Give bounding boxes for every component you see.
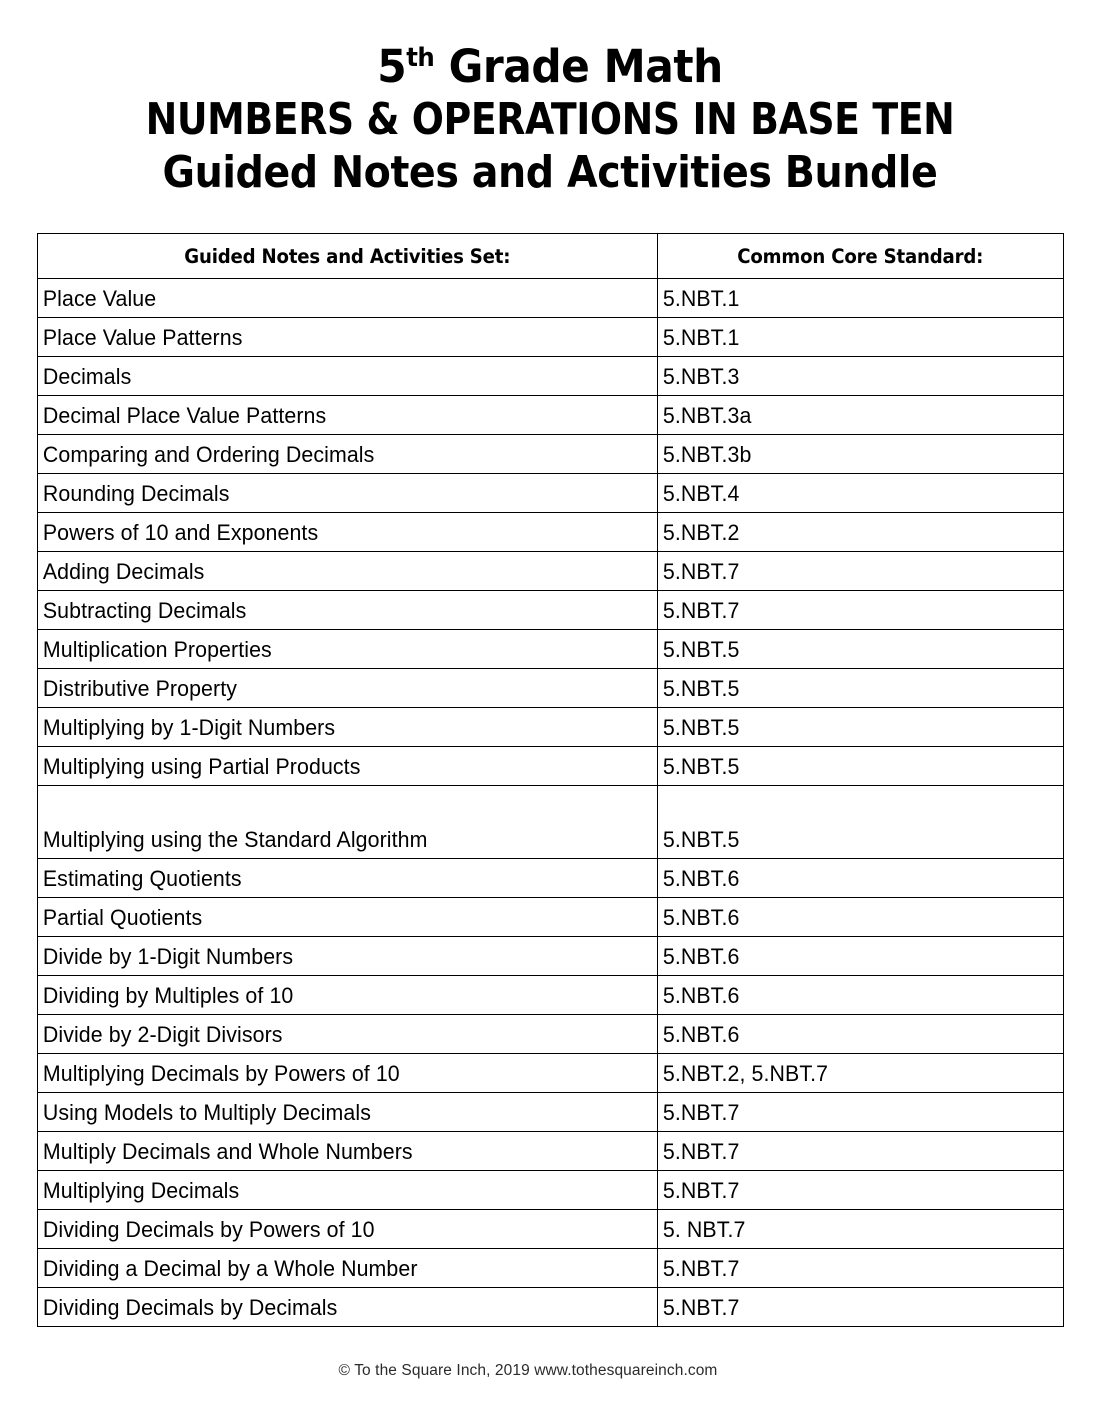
common-core-standard-label: 5.NBT.3a: [662, 403, 752, 428]
cell-common-core-standard: [658, 435, 1064, 474]
table-row: [38, 435, 1064, 474]
column-header-standard-label: Common Core Standard:: [737, 244, 984, 268]
cell-activity-set: [38, 1171, 658, 1210]
title-line-domain: NUMBERS & OPERATIONS IN BASE TEN: [145, 94, 955, 145]
common-core-standard-label: 5. NBT.7: [662, 1217, 746, 1242]
table-body: [38, 279, 1064, 1327]
table-row: [38, 1288, 1064, 1327]
table-row: [38, 357, 1064, 396]
cell-activity-set: [38, 859, 658, 898]
cell-activity-set: [38, 1054, 658, 1093]
cell-activity-set: [38, 1210, 658, 1249]
table-row: [38, 630, 1064, 669]
activity-set-label: Place Value Patterns: [42, 325, 243, 350]
table-row: [38, 859, 1064, 898]
copyright-notice: © To the Square Inch, 2019 www.tothesquareinch.com: [338, 1362, 718, 1379]
common-core-standard-label: 5.NBT.7: [662, 598, 740, 623]
activity-set-label: Distributive Property: [42, 676, 238, 701]
table-row: [38, 669, 1064, 708]
cell-activity-set: [38, 708, 658, 747]
common-core-standard-label: 5.NBT.7: [662, 1256, 740, 1281]
cell-activity-set: [38, 1015, 658, 1054]
table-row: [38, 898, 1064, 937]
activity-set-label: Multiply Decimals and Whole Numbers: [42, 1139, 413, 1164]
activity-set-label: Multiplying Decimals by Powers of 10: [42, 1061, 400, 1086]
activity-set-label: Partial Quotients: [42, 905, 203, 930]
common-core-standard-label: 5.NBT.7: [662, 559, 740, 584]
table-row: [38, 474, 1064, 513]
table-row: [38, 1015, 1064, 1054]
common-core-standard-label: 5.NBT.7: [662, 1295, 740, 1320]
activity-set-label: Divide by 1-Digit Numbers: [42, 944, 294, 969]
table-header-row: [38, 234, 1064, 279]
activity-set-label: Decimals: [42, 364, 132, 389]
table-row: [38, 318, 1064, 357]
table-row: [38, 786, 1064, 859]
table-row: [38, 1132, 1064, 1171]
activity-set-label: Place Value: [42, 286, 157, 311]
standards-table: [37, 233, 1064, 1327]
cell-common-core-standard: [658, 1249, 1064, 1288]
cell-common-core-standard: [658, 708, 1064, 747]
activity-set-label: Subtracting Decimals: [42, 598, 247, 623]
common-core-standard-label: 5.NBT.6: [662, 944, 740, 969]
common-core-standard-label: 5.NBT.3b: [662, 442, 752, 467]
activity-set-label: Estimating Quotients: [42, 866, 242, 891]
cell-common-core-standard: [658, 937, 1064, 976]
table-row: [38, 1249, 1064, 1288]
cell-common-core-standard: [658, 1171, 1064, 1210]
cell-common-core-standard: [658, 1132, 1064, 1171]
title-line-subtitle: Guided Notes and Activities Bundle: [162, 147, 938, 198]
common-core-standard-label: 5.NBT.1: [662, 286, 740, 311]
table-row: [38, 591, 1064, 630]
table-row: [38, 552, 1064, 591]
common-core-standard-label: 5.NBT.1: [662, 325, 740, 350]
cell-activity-set: [38, 898, 658, 937]
cell-activity-set: [38, 1249, 658, 1288]
cell-activity-set: [38, 630, 658, 669]
cell-activity-set: [38, 1288, 658, 1327]
activity-set-label: Adding Decimals: [42, 559, 205, 584]
common-core-standard-label: 5.NBT.4: [662, 481, 740, 506]
table-row: [38, 937, 1064, 976]
cell-activity-set: [38, 937, 658, 976]
cell-common-core-standard: [658, 747, 1064, 786]
cell-common-core-standard: [658, 396, 1064, 435]
activity-set-label: Using Models to Multiply Decimals: [42, 1100, 371, 1125]
common-core-standard-label: 5.NBT.7: [662, 1139, 740, 1164]
table-row: [38, 708, 1064, 747]
table-row: [38, 396, 1064, 435]
activity-set-label: Multiplication Properties: [42, 637, 272, 662]
activity-set-label: Dividing Decimals by Decimals: [42, 1295, 338, 1320]
cell-activity-set: [38, 318, 658, 357]
page-title: [0, 40, 1100, 198]
common-core-standard-label: 5.NBT.6: [662, 905, 740, 930]
cell-activity-set: [38, 552, 658, 591]
common-core-standard-label: 5.NBT.5: [662, 827, 740, 852]
table-row: [38, 976, 1064, 1015]
title-grade-ordinal-suffix: th: [406, 43, 435, 73]
common-core-standard-label: 5.NBT.6: [662, 1022, 740, 1047]
cell-common-core-standard: [658, 630, 1064, 669]
common-core-standard-label: 5.NBT.5: [662, 754, 740, 779]
standards-table-container: [37, 233, 1063, 1327]
activity-set-label: Dividing Decimals by Powers of 10: [42, 1217, 375, 1242]
title-grade-subject: Grade Math: [434, 40, 723, 93]
cell-activity-set: [38, 513, 658, 552]
activity-set-label: Comparing and Ordering Decimals: [42, 442, 375, 467]
cell-common-core-standard: [658, 279, 1064, 318]
cell-activity-set: [38, 435, 658, 474]
cell-activity-set: [38, 591, 658, 630]
column-header-set-label: Guided Notes and Activities Set:: [184, 244, 511, 268]
table-row: [38, 1093, 1064, 1132]
cell-activity-set: [38, 1093, 658, 1132]
cell-activity-set: [38, 396, 658, 435]
cell-common-core-standard: [658, 669, 1064, 708]
cell-common-core-standard: [658, 1054, 1064, 1093]
activity-set-label: Multiplying by 1-Digit Numbers: [42, 715, 336, 740]
cell-common-core-standard: [658, 1093, 1064, 1132]
common-core-standard-label: 5.NBT.5: [662, 637, 740, 662]
cell-activity-set: [38, 669, 658, 708]
cell-activity-set: [38, 474, 658, 513]
cell-common-core-standard: [658, 786, 1064, 859]
cell-activity-set: [38, 747, 658, 786]
cell-common-core-standard: [658, 1015, 1064, 1054]
title-grade-number: 5: [377, 40, 407, 93]
activity-set-label: Powers of 10 and Exponents: [42, 520, 319, 545]
table-row: [38, 1210, 1064, 1249]
common-core-standard-label: 5.NBT.6: [662, 983, 740, 1008]
cell-common-core-standard: [658, 513, 1064, 552]
activity-set-label: Multiplying using the Standard Algorithm: [42, 827, 428, 852]
common-core-standard-label: 5.NBT.5: [662, 715, 740, 740]
common-core-standard-label: 5.NBT.6: [662, 866, 740, 891]
common-core-standard-label: 5.NBT.3: [662, 364, 740, 389]
cell-common-core-standard: [658, 1210, 1064, 1249]
activity-set-label: Multiplying Decimals: [42, 1178, 240, 1203]
table-row: [38, 1054, 1064, 1093]
cell-common-core-standard: [658, 357, 1064, 396]
cell-activity-set: [38, 279, 658, 318]
column-header-set: [38, 234, 658, 279]
table-row: [38, 1171, 1064, 1210]
cell-common-core-standard: [658, 976, 1064, 1015]
cell-activity-set: [38, 976, 658, 1015]
table-row: [38, 747, 1064, 786]
cell-common-core-standard: [658, 318, 1064, 357]
cell-activity-set: [38, 357, 658, 396]
cell-common-core-standard: [658, 474, 1064, 513]
activity-set-label: Multiplying using Partial Products: [42, 754, 361, 779]
table-row: [38, 513, 1064, 552]
cell-common-core-standard: [658, 591, 1064, 630]
cell-common-core-standard: [658, 552, 1064, 591]
activity-set-label: Rounding Decimals: [42, 481, 230, 506]
footer: [0, 1362, 1100, 1380]
cell-activity-set: [38, 1132, 658, 1171]
activity-set-label: Dividing a Decimal by a Whole Number: [42, 1256, 418, 1281]
cell-activity-set: [38, 786, 658, 859]
common-core-standard-label: 5.NBT.2: [662, 520, 740, 545]
table-row: [38, 279, 1064, 318]
cell-common-core-standard: [658, 898, 1064, 937]
title-line-grade: [33, 40, 1067, 93]
column-header-standard: [658, 234, 1064, 279]
common-core-standard-label: 5.NBT.2, 5.NBT.7: [662, 1061, 829, 1086]
common-core-standard-label: 5.NBT.7: [662, 1100, 740, 1125]
activity-set-label: Dividing by Multiples of 10: [42, 983, 294, 1008]
cell-common-core-standard: [658, 859, 1064, 898]
cell-common-core-standard: [658, 1288, 1064, 1327]
common-core-standard-label: 5.NBT.7: [662, 1178, 740, 1203]
common-core-standard-label: 5.NBT.5: [662, 676, 740, 701]
activity-set-label: Decimal Place Value Patterns: [42, 403, 327, 428]
activity-set-label: Divide by 2-Digit Divisors: [42, 1022, 283, 1047]
